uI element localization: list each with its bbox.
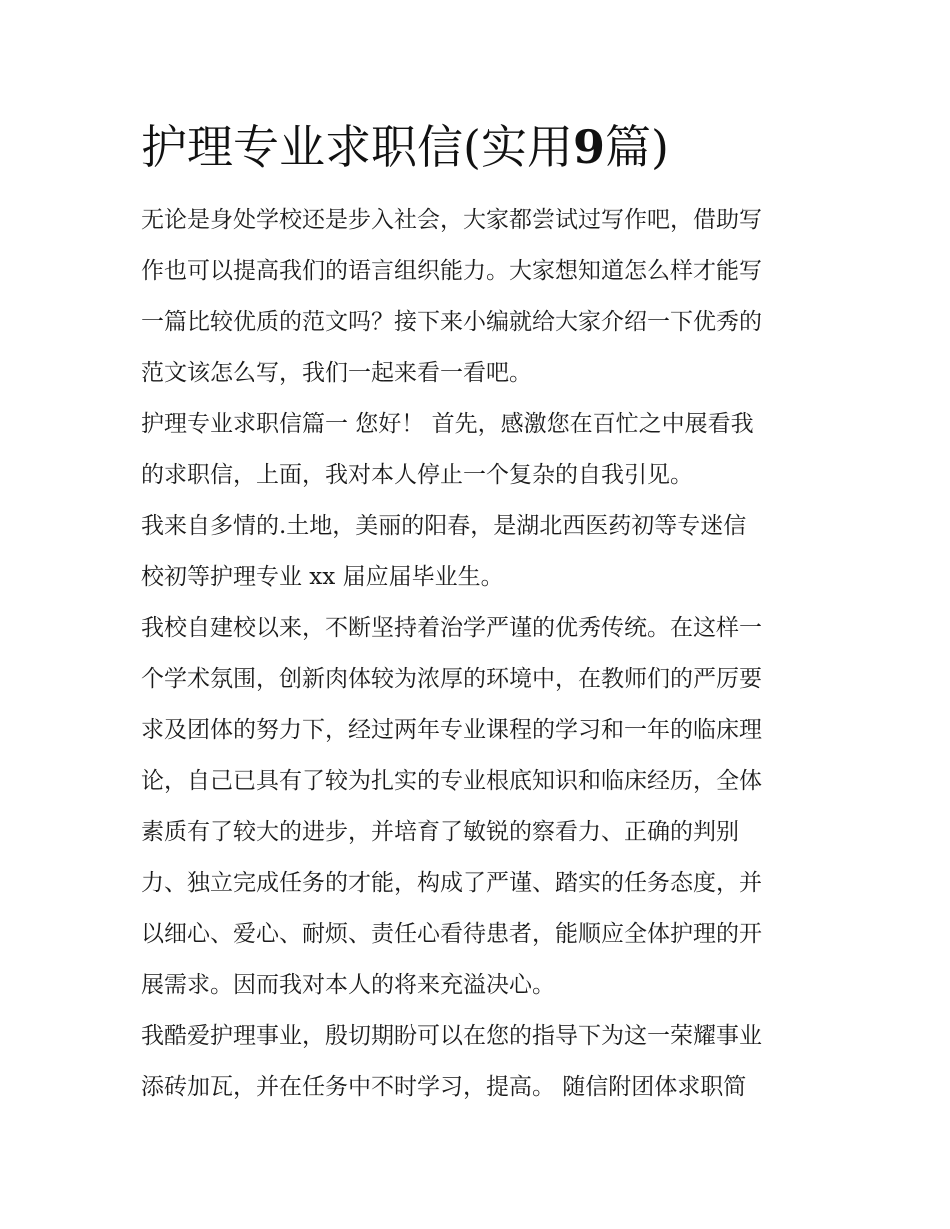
document-title xyxy=(141,116,669,178)
text-line: 我来自多情的.土地，美丽的阳春，是湖北西医药初等专迷信 xyxy=(141,513,747,539)
text-line: 护理专业求职信篇一 您好！ 首先，感激您在百忙之中展看我 xyxy=(141,411,754,437)
title-main: 护理专业求职信(实用 xyxy=(141,120,573,174)
text-line: 无论是身处学校还是步入社会，大家都尝试过写作吧，借助写 xyxy=(141,207,762,233)
text-line: 个学术氛围，创新肉体较为浓厚的环境中，在教师们的严厉要 xyxy=(141,666,762,692)
text-line: 的求职信，上面，我对本人停止一个复杂的自我引见。 xyxy=(141,462,693,488)
text-line: 我校自建校以来，不断坚持着治学严谨的优秀传统。在这样一 xyxy=(141,615,762,641)
title-number: 9 xyxy=(572,120,605,174)
text-line: 范文该怎么写，我们一起来看一看吧。 xyxy=(141,360,532,386)
text-line: 论，自己已具有了较为扎实的专业根底知识和临床经历，全体 xyxy=(141,768,762,794)
text-line: 展需求。因而我对本人的将来充溢决心。 xyxy=(141,972,555,998)
text-line: 力、独立完成任务的才能，构成了严谨、踏实的任务态度，并 xyxy=(141,870,762,896)
text-line: 作也可以提高我们的语言组织能力。大家想知道怎么样才能写 xyxy=(141,258,762,284)
text-line: 素质有了较大的进步，并培育了敏锐的察看力、正确的判别 xyxy=(141,819,739,845)
text-line: 添砖加瓦，并在任务中不时学习，提高。 随信附团体求职简 xyxy=(141,1074,747,1100)
title-suffix: 篇) xyxy=(604,120,669,174)
text-line: 一篇比较优质的范文吗？接下来小编就给大家介绍一下优秀的 xyxy=(141,309,762,335)
text-line: 以细心、爱心、耐烦、责任心看待患者，能顺应全体护理的开 xyxy=(141,921,762,947)
text-line: 求及团体的努力下，经过两年专业课程的学习和一年的临床理 xyxy=(141,717,762,743)
text-line: 校初等护理专业 xx 届应届毕业生。 xyxy=(141,564,504,590)
text-line: 我酷爱护理事业，殷切期盼可以在您的指导下为这一荣耀事业 xyxy=(141,1023,762,1049)
